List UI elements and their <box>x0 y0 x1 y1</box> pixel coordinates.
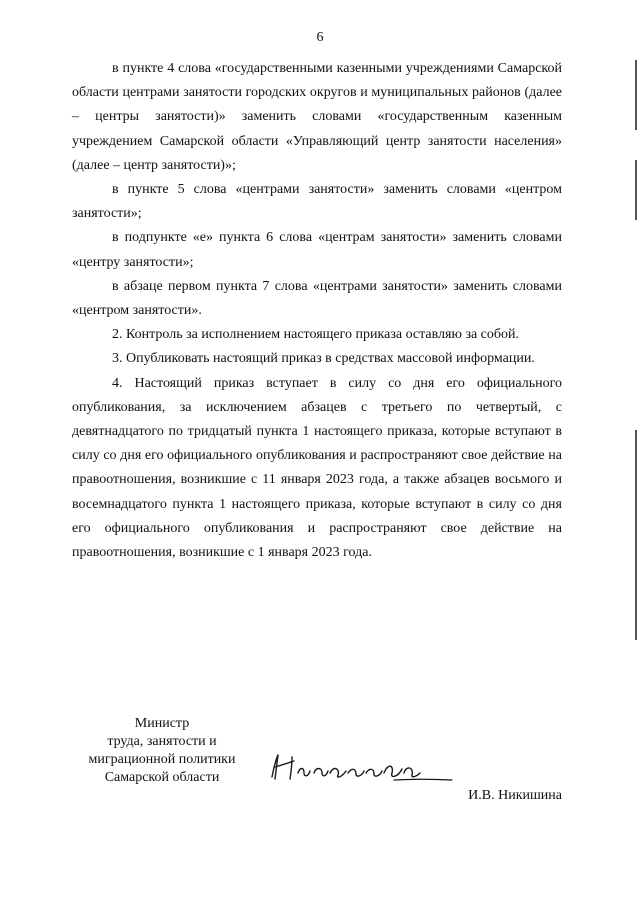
signer-position-line: Самарской области <box>104 770 220 785</box>
paragraph-1: в пункте 4 слова «государственными казенными учреждениями Самарской области центрами занятости городских округов и муниципальных районов (далее – центры занятости)» заменить словами «государственным казенным учреждением Самарской области «Управляющий центр занятости населения» (далее – центр занятости)»; <box>72 61 562 173</box>
paragraph-2: в пункте 5 слова «центрами занятости» заменить словами «центром занятости»; <box>72 182 562 222</box>
paragraph-3: в подпункте «е» пункта 6 слова «центрам занятости» заменить словами «центру занятости»; <box>72 230 562 270</box>
signer-position-line: миграционной политики <box>88 752 236 767</box>
scan-edge-mark <box>635 430 637 640</box>
signature-block <box>72 715 562 803</box>
page-number: 6 <box>316 30 324 45</box>
signer-position <box>82 715 242 787</box>
paragraph-7: 4. Настоящий приказ вступает в силу со дня его официального опубликования, за исключением абзацев с третьего по четвертый, с девятнадцатого по тридцатый пункта 1 настоящего приказа, которые вступают в силу со дня его официального опубликования и распространяют свое действие на правоотношения, возникшие с 11 января 2023 года, а также абзацев восьмого и восемнадцатого пункта 1 настоящего приказа, которые вступают в силу со дня его официального опубликования и распространяют свое действие на правоотношения, возникшие с 1 января 2023 года. <box>72 375 562 561</box>
document-body <box>72 57 562 565</box>
signer-name: И.В. Никишина <box>468 788 562 803</box>
signer-position-line: Министр <box>134 716 190 731</box>
paragraph-4: в абзаце первом пункта 7 слова «центрами занятости» заменить словами «центром занятости». <box>72 278 562 319</box>
handwritten-signature <box>266 749 456 785</box>
scan-edge-mark <box>635 160 637 220</box>
paragraph-5: 2. Контроль за исполнением настоящего приказа оставляю за собой. <box>112 327 520 343</box>
scan-edge-mark <box>635 60 637 130</box>
signer-position-line: труда, занятости и <box>107 734 217 749</box>
paragraph-6: 3. Опубликовать настоящий приказ в средствах массовой информации. <box>112 351 535 367</box>
